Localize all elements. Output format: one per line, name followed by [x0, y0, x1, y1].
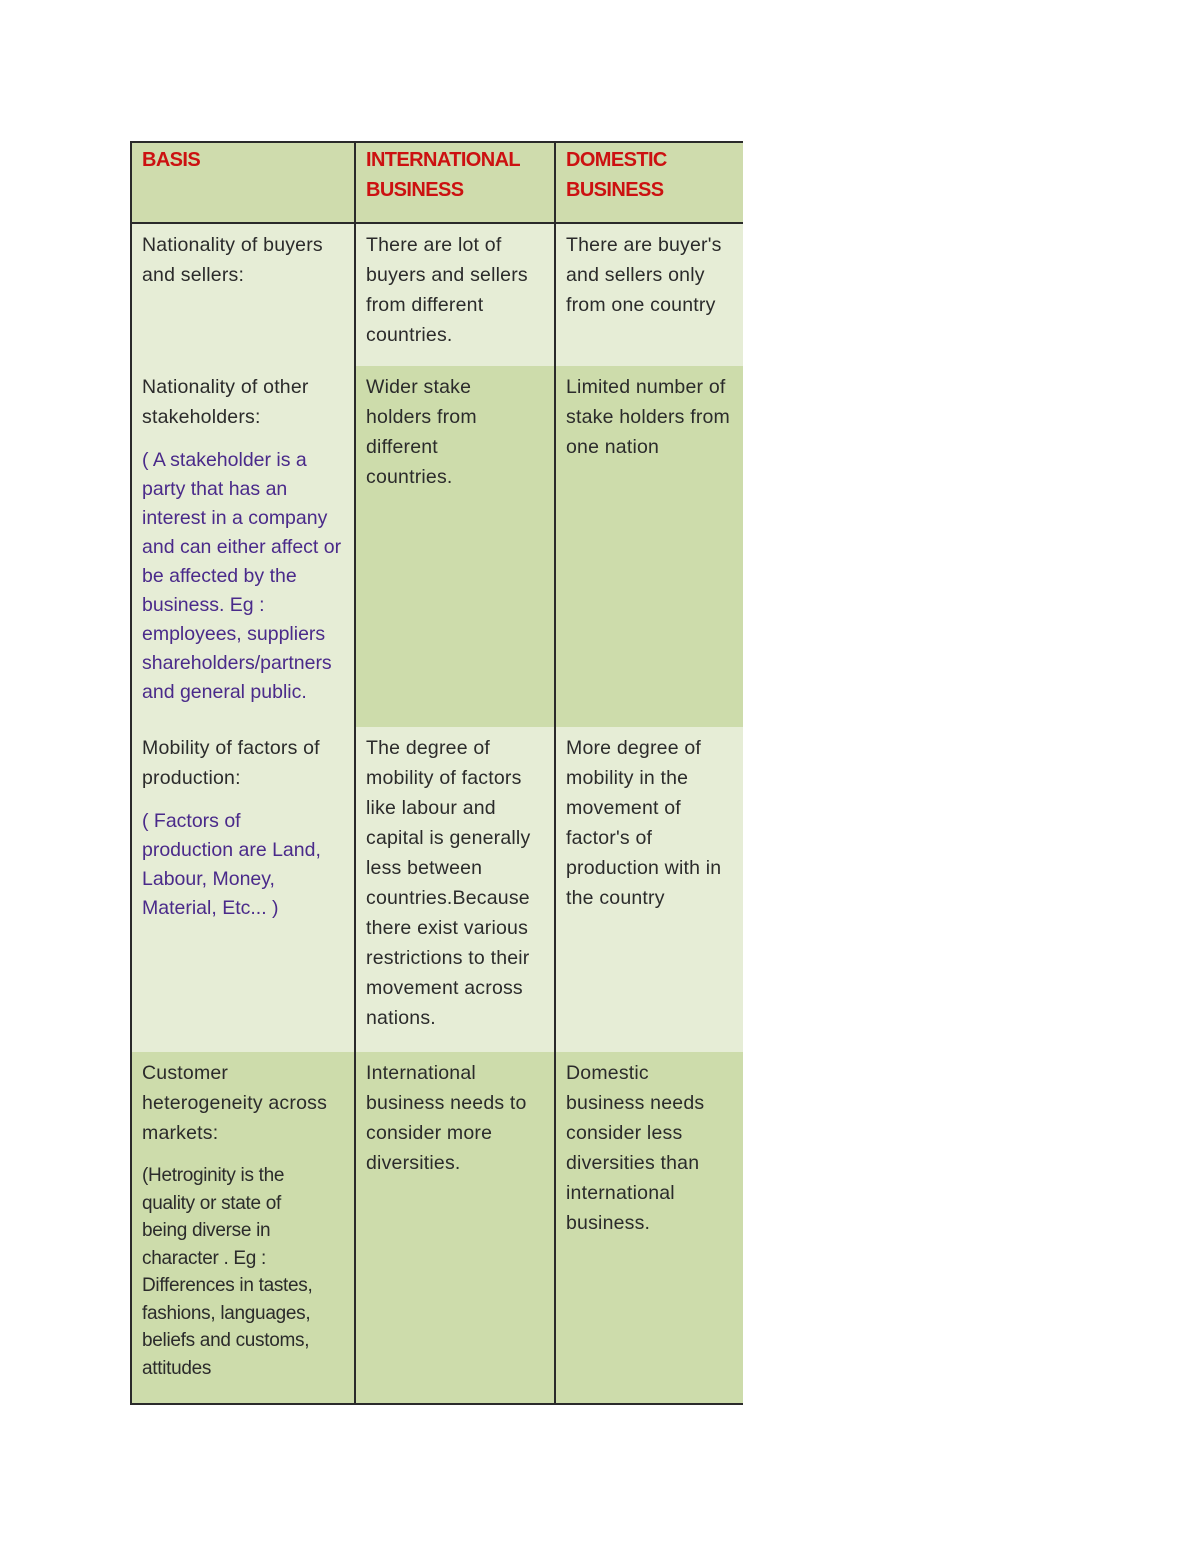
basis-label: Nationality of other stakeholders:	[142, 376, 309, 428]
domestic-cell: Domestic business needs consider less diversities than international business.	[556, 1052, 743, 1403]
basis-note: ( Factors of production are Land, Labour, Money, Material, Etc... )	[142, 810, 321, 919]
basis-cell	[132, 1052, 356, 1403]
domestic-cell: More degree of mobility in the movement of factor's of production with in the country	[556, 727, 743, 1052]
basis-cell	[132, 727, 356, 1052]
international-cell: Wider stake holders from different countries.	[356, 366, 556, 727]
basis-label: Customer heterogeneity across markets:	[142, 1062, 328, 1144]
domestic-cell: There are buyer's and sellers only from one country	[556, 224, 743, 366]
basis-note: (Hetroginity is the quality or state of being diverse in character . Eg : Differences in tastes, fashions, languages, beliefs and customs, attitudes	[142, 1165, 313, 1379]
international-cell: There are lot of buyers and sellers from different countries.	[356, 224, 556, 366]
basis-cell	[132, 366, 356, 727]
header-basis: BASIS	[132, 143, 356, 224]
international-cell: The degree of mobility of factors like labour and capital is generally less between countries.Because there exist various restrictions to their movement across nations.	[356, 727, 556, 1052]
header-domestic-business: DOMESTIC BUSINESS	[556, 143, 743, 224]
header-international-business: INTERNATIONAL BUSINESS	[356, 143, 556, 224]
basis-cell	[132, 224, 356, 366]
international-cell: International business needs to consider more diversities.	[356, 1052, 556, 1403]
basis-note: ( A stakeholder is a party that has an interest in a company and can either affect or be affected by the business. Eg : employees, suppliers shareholders/partners and general public.	[142, 449, 342, 703]
basis-label: Nationality of buyers and sellers:	[142, 234, 323, 286]
domestic-cell: Limited number of stake holders from one nation	[556, 366, 743, 727]
basis-label: Mobility of factors of production:	[142, 737, 320, 789]
comparison-table	[130, 141, 743, 1405]
